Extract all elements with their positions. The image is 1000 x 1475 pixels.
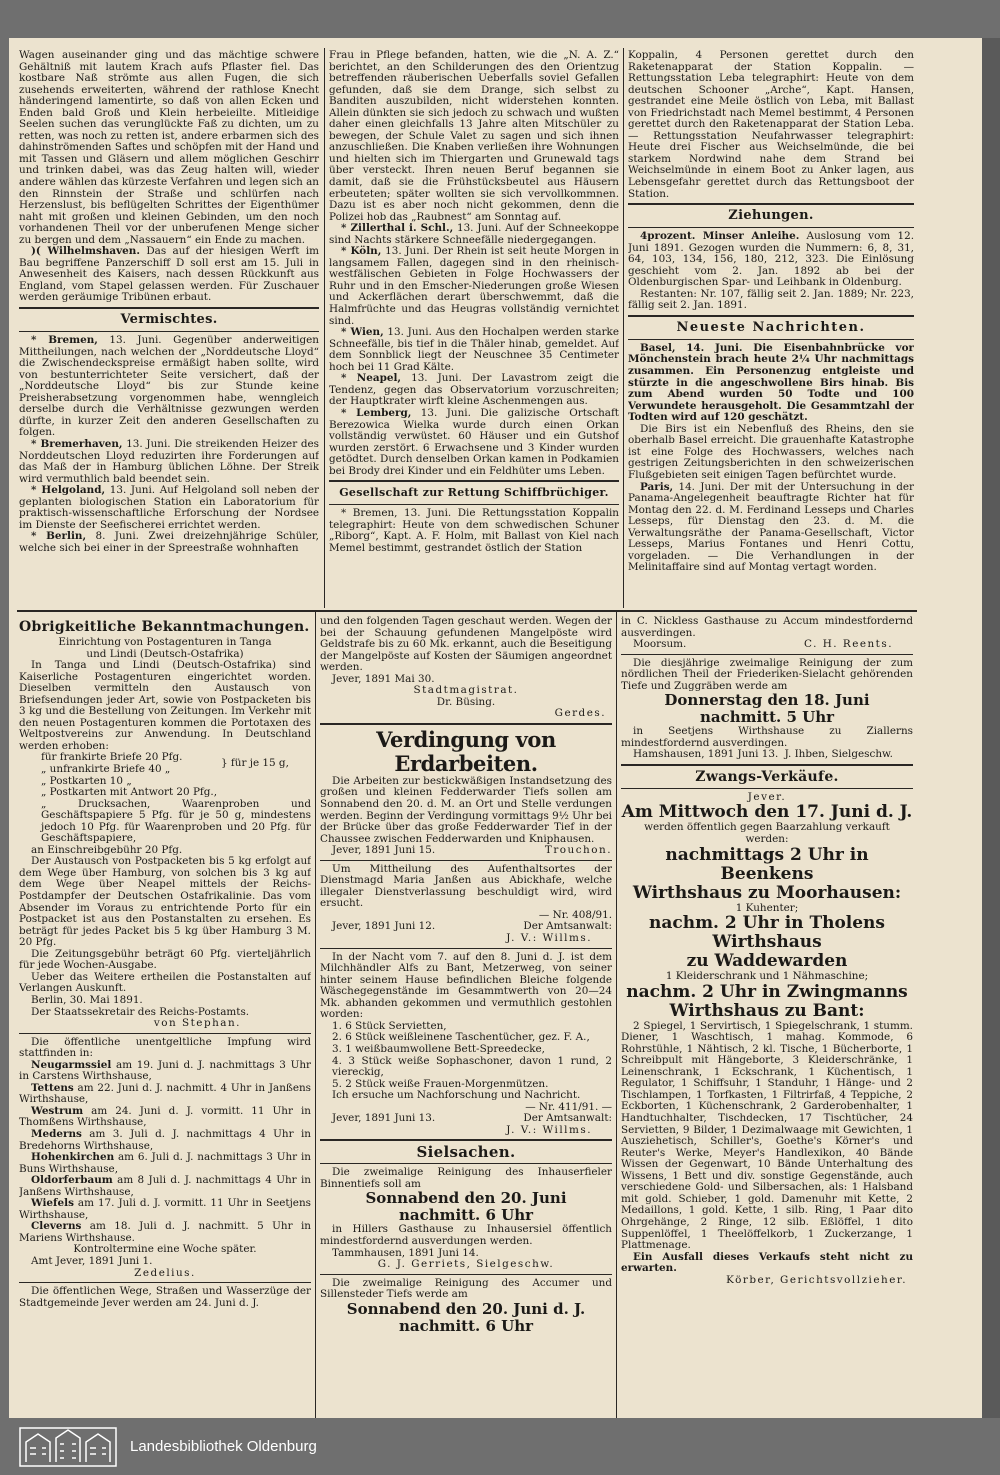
- article-basel: Basel, 14. Juni. Die Eisenbahnbrücke vor Mönchenstein brach heute 2¼ Uhr nachmittags zusammen. Ein Personenzug entgleiste und stürzte in die angeschwollene Birs hinab. Bis zum Abend wurden 50 Todte und 100 Verwundete herausgeholt. Die Gesammtzahl der Todten wird auf 120 geschätzt.: [628, 341, 914, 424]
- article-rettung: * Bremen, 13. Juni. Die Rettungsstation Koppalin telegraphirt: Heute von dem schwedischen Schuner „Riborg“, Kapt. A. F. Holm, mit Ballast von Kiel nach Memel bestimmt, gestrandet östlich der Station: [329, 507, 619, 554]
- newspaper-page: [9, 38, 982, 1418]
- top-column-3: [628, 50, 914, 610]
- notice-number: — Nr. 408/91.: [538, 908, 612, 921]
- notice-text: Die öffentliche unentgeltliche Impfung wird stattfinden in:: [19, 1035, 311, 1060]
- notice-date: Tammhausen, 1891 Juni 14.: [332, 1246, 479, 1259]
- notice-place-big: nachm. 2 Uhr in Tholens Wirthshaus: [648, 913, 885, 953]
- notice-text: Die zweimalige Reinigung des Inhauserfieler Binnentiefs soll am: [320, 1166, 612, 1190]
- article-birs: Die Birs ist ein Nebenfluß des Rheins, den sie oberhalb Basel erreicht. Die grauenhafte Katastrophe ist eine Folge des Hochwassers, welches nach gestrigen Zeitungsberichten in den schweizerischen Flußgebieten seit einigen Tagen befürchtet wurde.: [628, 422, 914, 481]
- notice-date: Berlin, 30. Mai 1891.: [31, 993, 143, 1006]
- notice-signature: G. J. Gerriets, Sielgeschw.: [377, 1258, 555, 1271]
- list-item: 1 Kleiderschrank und 1 Nähmaschine;: [665, 970, 869, 983]
- list-item: 1 Kuhenter;: [735, 901, 799, 914]
- article-text: Wagen auseinander ging und das mächtige schwere Gehältniß mit lautem Krach aufs Pflaster fiel. Das kostbare Naß strömte aus allen Fugen, die sich zusehends erweiterten, während der rathlose Knecht händeringend lamentirte, so daß von allen Ecken und Enden bald Groß und Klein herbeieilte. Mitleidige Seelen suchen das verunglückte Faß zu dichten, um zu retten, was noch zu retten ist, andere erbarmen sich des dahinströmenden Saftes und schöpfen mit der Hand und mit Tassen und Gläsern und allem möglichen Geschirr und trinken dabei, was das Zeug halten will, wieder andere wählen das kürzeste Verfahren und legen sich an den Rinnstein der Straße und schlürfen nach Herzenslust, bis beflügelten Schrittes der Eigenthümer naht mit großen und kleinen Gebinden, um den noch vorhandenen Theil vor der unberufenen Menge sicher zu bergen und dem „Nassauern“ ein Ende zu machen.: [19, 50, 319, 246]
- notice-signature: von Stephan.: [153, 1017, 241, 1030]
- notice-text: in Hillers Gasthause zu Inhausersiel öffentlich mindestfordernd ausverdungen werden.: [320, 1223, 612, 1247]
- article-restanten: Restanten: Nr. 107, fällig seit 2. Jan. 1889; Nr. 223, fällig seit 2. Jan. 1891.: [628, 287, 914, 312]
- section-heading-vermischtes: Vermischtes.: [120, 312, 218, 328]
- list-item: 3. 1 weißbaumwollene Bett-Spreedecke,: [332, 1042, 545, 1055]
- article-paris: Paris, 14. Juni. Der mit der Untersuchung in der Panama-Angelegenheit beauftragte Richter hat für Montag den 22. d. M. Ferdinand Lesseps und Charles Lesseps, für Dienstag den 23. d. M. die Verwaltungsräthe der Panama-Gesellschaft, Victor Lesseps, Marius Fontanes und Henri Cottu, vorgeladen. — Die Verhandlungen in der Melinitaffaire sind auf Montag vertagt worden.: [628, 480, 914, 574]
- notice-time-big: nachmitt. 6 Uhr: [398, 1316, 534, 1335]
- notice-text: Die diesjährige zweimalige Reinigung der zum nördlichen Theil der Friederiken-Sielacht gehörenden Tiefe und Zuggräben werde am: [621, 656, 913, 692]
- notice-text: Ich ersuche um Nachforschung und Nachricht.: [332, 1089, 581, 1102]
- notice-date-big: Am Mittwoch den 17. Juni d. J.: [621, 802, 913, 823]
- article-helgoland: * Helgoland, 13. Juni. Auf Helgoland soll neben der geplanten biologischen Station ein Laboratorium für praktisch-wissenschaftliche Erforschung der Nordsee im Dienste der Seefischerei errichtet werden.: [19, 484, 319, 531]
- notice-date-big: Sonnabend den 20. Juni: [365, 1189, 567, 1208]
- notice-text: werden öffentlich gegen Baarzahlung verkauft werden:: [644, 821, 890, 846]
- notice-signature: Dr. Büsing.: [436, 695, 496, 708]
- article-neapel: * Neapel, 13. Juni. Der Lavastrom zeigt die Tendenz, gegen das Observatorium vorzuschreiten; der Hauptkrater wirft kleine Aschenmengen aus.: [329, 372, 619, 408]
- notice-text: Die öffentlichen Wege, Straßen und Wasserzüge der Stadtgemeinde Jever werden am 24. Juni d. J.: [19, 1285, 311, 1309]
- notice-subtitle: und Lindi (Deutsch-Ostafrika): [86, 647, 244, 660]
- notice-signature: Trouchon.: [544, 844, 612, 857]
- section-heading-sielsachen: Sielsachen.: [416, 1143, 516, 1162]
- notice-place-big: Wirthshaus zu Bant:: [669, 1000, 865, 1021]
- notice-text: in C. Nickless Gasthause zu Accum mindestfordernd ausverdingen.: [621, 616, 913, 639]
- article-wien: * Wien, 13. Juni. Aus den Hochalpen werden starke Schneefälle, bis tief in die Thäler hinab, gemeldet. Auf dem Sonnblick liegt der Neuschnee 35 Centimeter hoch bei 11 Grad Kälte.: [329, 326, 619, 373]
- notice-text: Der Austausch von Postpacketen bis 5 kg erfolgt auf dem Wege über Hamburg, von solchen bis 3 kg auf dem Wege über Neapel mittels der Reichs-Postdampfer der Deutschen Ostafrikalinie. Das vom Absender im Voraus zu entrichtende Porto für ein Postpacket ist aus den Postanstalten zu ersehen. Es beträgt für jedes Packet bis 5 kg über Hamburg 3 M. 20 Pfg.: [19, 855, 311, 949]
- notice-text: und den folgenden Tagen geschaut werden. Wegen der bei der Schauung gefundenen Mangelpöste wird Geldstrafe bis zu 60 Mk. erkannt, auch die Beseitigung der Mangelpöste auf Kosten der Säumigen angeordnet werden.: [320, 616, 612, 674]
- list-item: 5. 2 Stück weiße Frauen-Morgenmützen.: [332, 1077, 549, 1090]
- notice-signature: Stadtmagistrat.: [413, 684, 519, 697]
- notice-text: Die zweimalige Reinigung des Accumer und Sillensteder Tiefs werde am: [320, 1276, 612, 1301]
- notice-signature: C. H. Reents.: [804, 638, 893, 651]
- list-item: 1. 6 Stück Servietten,: [332, 1019, 447, 1032]
- notice-place-big: nachmittags 2 Uhr in Beenkens: [665, 844, 869, 884]
- article-wilhelmshaven: )( Wilhelmshaven. Das auf der hiesigen Werft im Bau begriffene Panzerschiff D soll erst am 15. Juli in Anwesenheit des Kaisers, nach dessen Rückkunft aus England, vom Stapel gelassen werden. Für Zuschauer werden geräumige Tribünen erbaut.: [19, 245, 319, 304]
- notice-date: Amt Jever, 1891 Juni 1.: [31, 1254, 153, 1267]
- notice-headline: Verdingung von Erdarbeiten.: [376, 726, 556, 776]
- section-heading-zwangsverkaeufe: Zwangs-Verkäufe.: [695, 768, 839, 785]
- notice-text: in Seetjens Wirthshause zu Ziallerns mindestfordernd ausverdingen.: [621, 725, 913, 749]
- article-ziehung: 4prozent. Minser Anleihe. Auslosung vom 12. Juni 1891. Gezogen wurden die Nummern: 6, 8, 31, 64, 103, 134, 156, 180, 212, 323. Die Einlösung geschieht vom 2. Jan. 1892 ab bei der Oldenburgischen Spar- und Leihbank in Oldenburg.: [628, 230, 914, 289]
- notice-date: Jever, 1891 Juni 15.: [332, 844, 436, 857]
- notice-signature: Gerdes.: [554, 707, 606, 720]
- notice-text: Die Zeitungsgebühr beträgt 60 Pfg. vierteljährlich für jede Wochen-Ausgabe.: [19, 947, 311, 972]
- article-koeln: * Köln, 13. Juni. Der Rhein ist seit heute Morgen in langsamem Fallen, dagegen sind in den rheinisch-westfälischen Gebieten in Folge Hochwassers der Ruhr und in den Emscher-Niederungen große Wiesen und Ackerflächen derart überschwemmt, daß die Halmfrüchte und das Heugras vollständig vernichtet sind.: [329, 245, 619, 327]
- notice-time-big: nachmitt. 5 Uhr: [699, 708, 835, 727]
- bottom-column-1: Obrigkeitliche Bekanntmachungen. Einrichtung von Postagenturen in Tanga und Lindi (Deutsch-Ostafrika) In Tanga und Lindi (Deutsch-Ostafrika) sind Kaiserliche Postagenturen eingerichtet worden. Dieselben vermitteln den Austausch von Briefsendungen jeder Art, sowie von Postpacketen bis 3 kg und die Bestellung von Zeitungen. Im Verkehr mit den neuen Postagenturen kommen die Portotaxen des Weltpostvereins zur Anwendung. In Deutschland werden erhoben: für frankirte Briefe 20 Pfg. } für je 15 g, „ unfrankirte Briefe 40 „ „ Postkarten 10 „ „ Postkarten mit Antwort 20 Pfg., „ Drucksachen, Waarenproben und Geschäftspapiere 5 Pfg. für je 50 g, mindestens jedoch 10 Pfg. für Waarenproben und 20 Pfg. für Geschäftspapiere, an Einschreibgebühr 20 Pfg. Der Austausch von Postpacketen bis 5 kg erfolgt auf dem Wege über Hamburg, von solchen bis 3 kg auf dem Wege über Neapel mittels der Reichs-Postdampfer der Deutschen Ostafrikalinie. Das vom Absender im Voraus zu entrichtende Porto für ein Postpacket ist aus den Postanstalten zu ersehen. Es beträgt für jedes Packet bis 5 kg über Hamburg 3 M. 20 Pfg. Die Zeitungsgebühr beträgt 60 Pfg. vierteljährlich für jede Wochen-Ausgabe. Ueber das Weitere ertheilen die Postanstalten auf Verlangen Auskunft. Berlin, 30. Mai 1891. Der Staatssekretair des Reichs-Postamts. von Stephan. Die öffentliche unentgeltliche Impfung wird stattfinden in: Neugarmssiel am 19. Juni d. J. nachmittags 3 Uhr in Carstens Wirthshause, Tettens am 22. Juni d. J. nachmitt. 4 Uhr in Janßens Wirthshause, Westrum am 24. Juni d. J. vormitt. 11 Uhr in Thomßens Wirthshause, Mederns am 3. Juli d. J. nachmittags 4 Uhr in Bredehorns Wirthshause, Hohenkirchen am 6. Juli d. J. nachmittags 3 Uhr in Buns Wirthshause, Oldorferbaum am 8 Juli d. J. nachmittags 4 Uhr in Janßens Wirthshause, Wiefels am 17. Juli d. J. vormitt. 11 Uhr in Seetjens Wirthshause, Cleverns am 18. Juli d. J. nachmitt. 5 Uhr in Mariens Wirthshause. Kontroltermine eine Woche später. Amt Jever, 1891 Juni 1. Zedelius. Die öffentlichen Wege, Straßen und Wasserzüge der Stadtgemeinde Jever werden am 24. Juni d. J.: [19, 619, 311, 1309]
- notice-place-big: Wirthshaus zu Moorhausen:: [632, 882, 902, 903]
- notice-text: Kontroltermine eine Woche später.: [73, 1243, 257, 1256]
- notice-signature: J. V.: Willms.: [506, 932, 592, 945]
- notice-signature: J. V.: Willms.: [506, 1123, 592, 1136]
- list-item: 2. 6 Stück weißleinene Taschentücher, gez. F. A.,: [332, 1031, 590, 1044]
- notice-signature: Zedelius.: [134, 1266, 196, 1279]
- article-berlin: * Berlin, 8. Juni. Zwei dreizehnjährige Schüler, welche sich bei einer in der Spreestraße wohnhaften: [19, 530, 319, 554]
- notice-subtitle: Einrichtung von Postagenturen in Tanga: [58, 636, 272, 648]
- notice-signature: J. Ihben, Sielgeschw.: [784, 748, 893, 761]
- article-bremerhaven: * Bremerhaven, 13. Juni. Die streikenden Heizer des Norddeutschen Lloyd reduzirten ihre Forderungen auf das Maß der in Hamburg üblichen Löhne. Der Streik wird vermuthlich bald beendet sein.: [19, 437, 319, 485]
- notice-signature: Körber, Gerichtsvollzieher.: [726, 1273, 907, 1286]
- footer-label: Landesbibliothek Oldenburg: [130, 1438, 317, 1455]
- notice-text: Ein Ausfall dieses Verkaufs steht nicht zu erwarten.: [621, 1250, 913, 1275]
- notice-place-big: zu Waddewarden: [686, 951, 848, 972]
- bottom-column-2: und den folgenden Tagen geschaut werden. Wegen der bei der Schauung gefundenen Mangelpöste wird Geldstrafe bis zu 60 Mk. erkannt, auch die Beseitigung der Mangelpöste auf Kosten der Säumigen angeordnet werden. Jever, 1891 Mai 30. Stadtmagistrat. Dr. Büsing. Gerdes. Verdingung von Erdarbeiten. Die Arbeiten zur bestickwäßigen Instandsetzung des großen und kleinen Fedderwarder Tiefs sollen am Sonnabend den 20. d. M. an Ort und Stelle verdungen werden. Beginn der Verdingung vormittags 9½ Uhr bei der Brücke über das große Fedderwarder Tief in der Chaussee zwischen Fedderwarden und Kniphausen. Jever, 1891 Juni 15. Trouchon. Um Mittheilung des Aufenthaltsortes der Dienstmagd Maria Janßen aus Abickhafe, welche illegaler Dienstverlassung beschuldigt wird, wird ersucht. — Nr. 408/91. Jever, 1891 Juni 12. Der Amtsanwalt: J. V.: Willms. In der Nacht vom 7. auf den 8. Juni d. J. ist dem Milchhändler Alfs zu Bant, Metzerweg, von seiner hinter seinem Hause befindlichen Bleiche folgende Wäschegegenstände im Gesammtwerth von 20—24 Mk. abhanden gekommen und vermuthlich gestohlen worden: 1. 6 Stück Servietten, 2. 6 Stück weißleinene Taschentücher, gez. F. A., 3. 1 weißbaumwollene Bett-Spreedecke, 4. 3 Stück weiße Sophaschoner, davon 1 rund, 2 viereckig, 5. 2 Stück weiße Frauen-Morgenmützen. Ich ersuche um Nachforschung und Nachricht. — Nr. 411/91. — Jever, 1891 Juni 13. Der Amtsanwalt: J. V.: Willms. Sielsachen. Die zweimalige Reinigung des Inhauserfieler Binnentiefs soll am Sonnabend den 20. Juni nachmitt. 6 Uhr in Hillers Gasthause zu Inhausersiel öffentlich mindestfordernd ausverdungen werden. Tammhausen, 1891 Juni 14. G. J. Gerriets, Sielgeschw. Die zweimalige Reinigung des Accumer und Sillensteder Tiefs werde am Sonnabend den 20. Juni d. J. nachmitt. 6 Uhr: [320, 616, 612, 1335]
- postage-table: für frankirte Briefe 20 Pfg. } für je 15 g, „ unfrankirte Briefe 40 „ „ Postkarten 10 „ „ Postkarten mit Antwort 20 Pfg., „ Drucksachen, Waarenproben und Geschäftspapiere 5 Pfg. für je 50 g, mindestens jedoch 10 Pfg. für Waarenproben und 20 Pfg. für Geschäftspapiere, an Einschreibgebühr 20 Pfg.: [31, 751, 311, 856]
- notice-text: 2 Spiegel, 1 Servirtisch, 1 Spiegelschrank, 1 stumm. Diener, 1 Waschtisch, 1 mahag. Kommode, 6 Rohrstühle, 1 Nähtisch, 2 kl. Tische, 1 Bücherborte, 1 Schreibpult mit Hängeborte, 3 Kleiderschränke, 1 Leinenschrank, 1 Eckschrank, 1 Küchentisch, 1 Regulator, 1 Schiffsuhr, 1 Standuhr, 1 Hänge- und 2 Tischlampen, 1 Torfkasten, 1 Filtrirfaß, 4 Teppiche, 2 Eckborten, 1 Küchenschrank, 2 Garderobenhalter, 1 Handtuchhalter, Tischdecken, 17 Tischtücher, 24 Servietten, 9 Bilder, 1 Dezimalwaage mit Gewichten, 1 Ausziehetisch, Schiller's, Goethe's Körner's und Reuter's Werke, Meyer's Handlexikon, 40 Bände Wissen der Gegenwart, 10 Bände Unterhaltung des Wissens, 1 Bett und div. sonstige Gegenstände, auch verschiedene Gold- und Silbersachen, als: 1 Halsband mit gold. Schieber, 1 gold. Damenuhr mit Kette, 2 Medaillons, 1 gold. Kette, 1 silb. Ring, 1 Paar dito Ohrgehänge, 2 Ringe, 12 silb. Eßlöffel, 1 dito Suppenlöffel, 1 Theelöffelkorb, 1 Zuckerzange, 1 Plattmenage.: [621, 1019, 913, 1252]
- section-heading-bekanntmachungen: Obrigkeitliche Bekanntmachungen.: [19, 619, 310, 635]
- article-text: Koppalin, 4 Personen gerettet durch den Raketenapparat der Station Koppalin. — Rettungsstation Leba telegraphirt: Heute von dem deutschen Schooner „Arche“, Kapt. Hansen, gestrandet eine Meile östlich von Leba, mit Ballast von Friedrichstadt nach Memel bestimmt, 4 Personen gerettet durch den Raketenapparat der Station Leba. — Rettungsstation Neufahrwasser telegraphirt: Heute drei Fischer aus Weichselmünde, die bei starkem Nordwind nahe dem Strand bei Weichselmünde in einem Boot zu Anker lagen, aus Lebensgefahr gerettet durch das Rettungsboot der Station.: [628, 50, 914, 200]
- article-zillerthal: * Zillerthal i. Schl., 13. Juni. Auf der Schneekoppe sind Nachts stärkere Schneefälle niedergegangen.: [329, 222, 619, 246]
- article-bremen: * Bremen, 13. Juni. Gegenüber anderweitigen Mittheilungen, nach welchen der „Norddeutsche Lloyd“ die Zwischendeckspreise ermäßigt haben sollte, wird von bestunterrichteter Seite versichert, daß der „Norddeutsche Lloyd“ bis zur Stunde keine Preisherabsetzung vorgenommen habe, wenngleich derselbe durch die Verhältnisse gezwungen werden dürfte, in kurzer Zeit den anderen Gesellschaften zu folgen.: [19, 334, 319, 439]
- notice-signature: Der Staatssekretair des Reichs-Postamts.: [31, 1005, 250, 1018]
- notice-date-big: Donnerstag den 18. Juni: [664, 691, 870, 710]
- notice-time-big: nachmitt. 6 Uhr: [398, 1206, 534, 1225]
- notice-text: Um Mittheilung des Aufenthaltsortes der Dienstmagd Maria Janßen aus Abickhafe, welche illegaler Dienstverlassung beschuldigt wird, wird ersucht.: [320, 862, 612, 910]
- section-heading-rettung: Gesellschaft zur Rettung Schiffbrüchiger.: [339, 486, 609, 500]
- notice-location: Jever.: [747, 790, 787, 803]
- notice-date-big: Sonnabend den 20. Juni d. J.: [346, 1299, 586, 1318]
- bottom-column-3: in C. Nickless Gasthause zu Accum mindestfordernd ausverdingen. Moorsum. C. H. Reents. Die diesjährige zweimalige Reinigung der zum nördlichen Theil der Friederiken-Sielacht gehörenden Tiefe und Zuggräben werde am Donnerstag den 18. Juni nachmitt. 5 Uhr in Seetjens Wirthshause zu Ziallerns mindestfordernd ausverdingen. Hamshausen, 1891 Juni 13. J. Ihben, Sielgeschw. Zwangs-Verkäufe. Jever. Am Mittwoch den 17. Juni d. J. werden öffentlich gegen Baarzahlung verkauft werden: nachmittags 2 Uhr in Beenkens Wirthshaus zu Moorhausen: 1 Kuhenter; nachm. 2 Uhr in Tholens Wirthshaus zu Waddewarden 1 Kleiderschrank und 1 Nähmaschine; nachm. 2 Uhr in Zwingmanns Wirthshaus zu Bant: 2 Spiegel, 1 Servirtisch, 1 Spiegelschrank, 1 stumm. Diener, 1 Waschtisch, 1 mahag. Kommode, 6 Rohrstühle, 1 Nähtisch, 2 kl. Tische, 1 Bücherborte, 1 Schreibpult mit Hängeborte, 3 Kleiderschränke, 1 Leinenschrank, 1 Eckschrank, 1 Küchentisch, 1 Regulator, 1 Schiffsuhr, 1 Standuhr, 1 Hänge- und 2 Tischlampen, 1 Torfkasten, 1 Filtrirfaß, 4 Teppiche, 2 Eckborten, 1 Küchenschrank, 2 Garderobenhalter, 1 Handtuchhalter, Tischdecken, 17 Tischtücher, 24 Servietten, 9 Bilder, 1 Dezimalwaage mit Gewichten, 1 Ausziehetisch, Schiller's, Goethe's Körner's und Reuter's Werke, Meyer's Handlexikon, 40 Bände Wissen der Gegenwart, 10 Bände Unterhaltung des Wissens, 1 Bett und div. sonstige Gegenstände, auch verschiedene Gold- und Silbersachen, als: 1 Halsband mit gold. Schieber, 1 gold. Damenuhr mit Kette, 2 Medaillons, 1 gold. Kette, 1 silb. Ring, 1 Paar dito Ohrgehänge, 2 Ringe, 12 silb. Eßlöffel, 1 dito Suppenlöffel, 1 Theelöffelkorb, 1 Zuckerzange, 1 Plattmenage. Ein Ausfall dieses Verkaufs steht nicht zu erwarten. Körber, Gerichtsvollzieher.: [621, 616, 913, 1286]
- article-lemberg: * Lemberg, 13. Juni. Die galizische Ortschaft Berezowica Wielka wurde durch einen Orkan vollständig verwüstet. 60 Häuser und ein Gutshof wurden zerstört. 6 Erwachsene und 3 Kinder wurden getödtet. Durch denselben Orkan kamen in Podkamien bei Brody drei Kinder und ein Feldhüter ums Leben.: [329, 406, 619, 477]
- top-column-2: [329, 50, 619, 610]
- notice-text: In Tanga und Lindi (Deutsch-Ostafrika) sind Kaiserliche Postagenturen eingerichtet worden. Dieselben vermitteln den Austausch von Briefsendungen jeder Art, sowie von Postpacketen bis 3 kg und die Bestellung von Zeitungen. Im Verkehr mit den neuen Postagenturen kommen die Portotaxen des Weltpostvereins zur Anwendung. In Deutschland werden erhoben:: [19, 659, 311, 752]
- section-heading-ziehungen: Ziehungen.: [728, 208, 814, 224]
- notice-number: — Nr. 411/91. —: [525, 1100, 612, 1113]
- notice-place-big: nachm. 2 Uhr in Zwingmanns: [626, 981, 908, 1002]
- section-heading-neueste: Neueste Nachrichten.: [676, 319, 866, 335]
- article-text: Frau in Pflege befanden, hatten, wie die „N. A. Z.“ berichtet, an den Schilderungen des den Orientzug betreffenden räuberischen Ueberfalls soviel Gefallen gefunden, daß sie dem Drange, sich selbst zu Banditen auszubilden, nicht widerstehen konnten. Allein dünkten sie sich jedoch zu schwach und wußten daher einen gleichfalls 13 Jahre alten Mitschüler zu bewegen, der Schule Valet zu sagen und sich ihnen anzuschließen. Die Knaben verließen ihre Wohnungen und hielten sich im Thiergarten und Grunewald tags über versteckt. Ihren neuen Beruf begannen sie damit, daß sie die Frühstücksbeutel aus Häusern erbeuteten; später wollten sie sich vervollkommnen. Dazu ist es aber noch nicht gekommen, denn die Polizei hob das „Raubnest“ am Sonntag auf.: [329, 50, 619, 223]
- notice-text: In der Nacht vom 7. auf den 8. Juni d. J. ist dem Milchhändler Alfs zu Bant, Metzerweg, von seiner hinter seinem Hause befindlichen Bleiche folgende Wäschegegenstände im Gesammtwerth von 20—24 Mk. abhanden gekommen und vermuthlich gestohlen worden:: [320, 950, 612, 1021]
- notice-text: Ueber das Weitere ertheilen die Postanstalten auf Verlangen Auskunft.: [19, 970, 311, 995]
- notice-date: Jever, 1891 Mai 30.: [332, 672, 435, 685]
- notice-text: Die Arbeiten zur bestickwäßigen Instandsetzung des großen und kleinen Fedderwarder Tiefs sollen am Sonnabend den 20. d. M. an Ort und Stelle verdungen werden. Beginn der Verdingung vormittags 9½ Uhr bei der Brücke über das große Fedderwarder Tief in der Chaussee zwischen Fedderwarden und Kniphausen.: [320, 774, 612, 845]
- footer-bar: [0, 1418, 1000, 1475]
- top-column-1: [19, 50, 319, 610]
- list-item: 4. 3 Stück weiße Sophaschoner, davon 1 rund, 2 viereckig,: [332, 1054, 612, 1079]
- library-logo-icon: [18, 1424, 118, 1468]
- scan-edge: [982, 38, 1000, 1418]
